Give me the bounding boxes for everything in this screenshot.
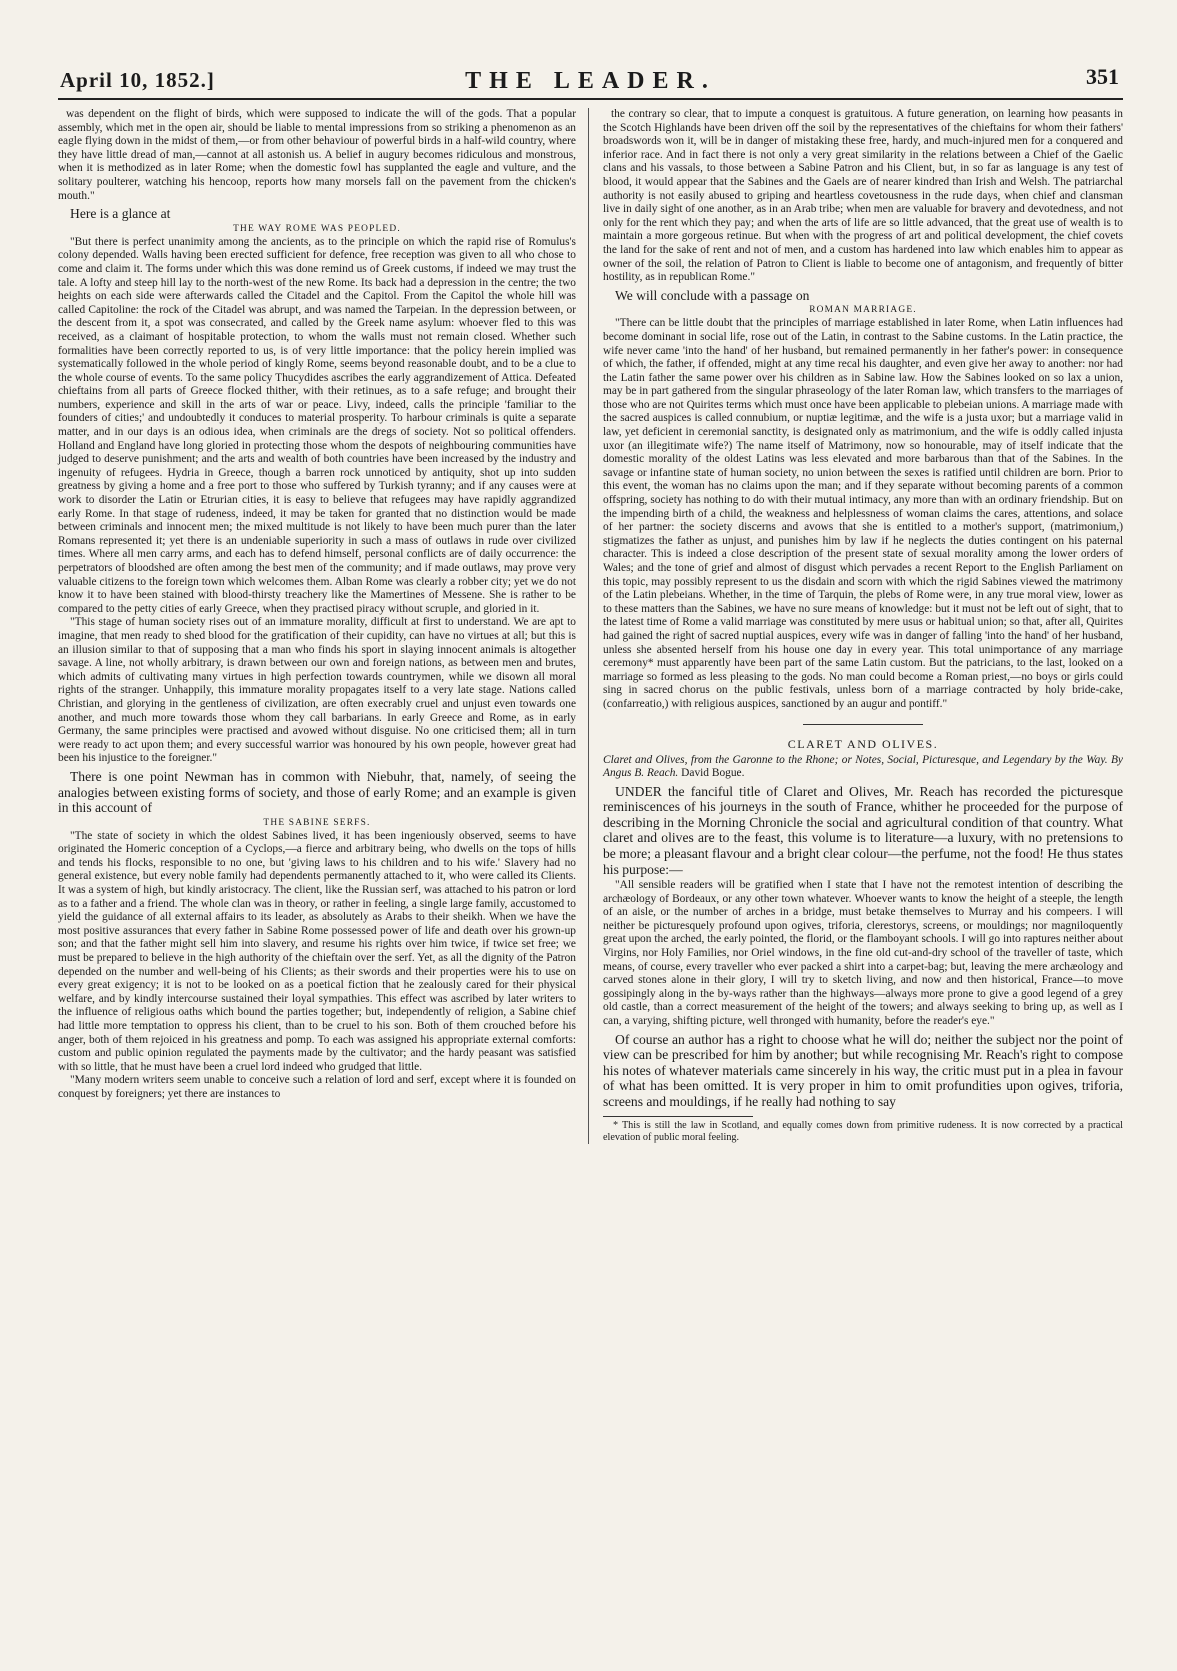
issue-date: April 10, 1852.]: [60, 68, 215, 92]
right-column: [588, 108, 1123, 1144]
publisher: David Bogue.: [681, 766, 745, 779]
paragraph: the contrary so clear, that to impute a conquest is gratuitous. A future generation, on learning how peasants in the Scotch Highlands have been driven off the soil by the representatives of the chieftains for whom their fathers' broadswords won it, will be in danger of mistaking these free, hardy, and much-injured men for a conquered and inferior race. And in fact there is not only a very great similarity in the relations between a Chief of the Gaelic clans and his vassals, to those between a Sabine Patron and his Client, but, in so far as language is any test of blood, it would appear that the Sabines and the Gaels are of nearer kindred than Irish and Welsh. The patriarchal authority is not easily abused to griping and heartless covetousness in the rude days, when chief and clansman live in daily sight of one another, as in an Arab tribe; when men are valuable for bravery and devotedness, and not only for the rent which they pay; and when the arts of life are so little advanced, that the great use of wealth is to maintain a more gorgeous retinue. But when with the progress of art and political development, the chief covets the land for the sake of rent and not of men, and a custom has hardened into law which enables him to appear as owner of the soil, the relation of Patron to Client is liable to become one of antagonism, and frequently of bitter hostility, as in republican Rome.": [603, 108, 1123, 284]
intro-text: We will conclude with a passage on: [615, 287, 810, 303]
section-heading: THE SABINE SERFS.: [263, 817, 371, 828]
divider: [803, 724, 923, 725]
masthead: [58, 64, 1123, 100]
intro-text: There is one point Newman has in common with Niebuhr, that, namely, of seeing the analogies between existing forms of society, and those of early Rome; and an example is given in this account of: [58, 768, 576, 816]
paragraph: was dependent on the flight of birds, which were supposed to indicate the will of the gods. That a popular assembly, which met in the open air, should be liable to mental impressions from so striking a phenomenon as an eagle flying down in the midst of them,—or from other behaviour of powerful birds in a half-wild country, where they have little dread of man,—cannot at all astonish us. A belief in augury becomes ridiculous and monstrous, when it is methodized as in later Rome; when the domestic fowl has supplanted the eagle and vulture, and the solitary poulterer, watching his hencoop, reports how many morsels fall on the pavement from the chicken's mouth.": [58, 108, 576, 202]
footnote-divider: [603, 1116, 753, 1117]
paragraph: "There can be little doubt that the principles of marriage established in later Rome, when Latin influences had become dominant in social life, rose out of the Latin, in contrast to the Sabine customs. In the Latin practice, the wife never came 'into the hand' of her husband, but remained permanently in her father's power: in consequence of which, the father, if offended, might at any time recal his daughter, and even give her away to another: nor had the Latin father the same power over his children as in Sabine law. How the Sabines looked on so lax a union, may be in part gathered from the singular phraseology of the later Roman law, which transfers to the marriages of those who are not Quirites terms which must once have been applicable to plebeian unions. A marriage made with the sacred auspices is called connubium, or nuptiæ legitimæ, and the wife is a justa uxor; but a marriage valid in law, yet deficient in ceremonial sanctity, is designated only as matrimonium, and the wife is oddly called injusta uxor (an illegitimate wife?) The name itself of Matrimony, now so honourable, may of itself indicate that the domestic morality of the oldest Latins was less elevated and more barbarous than that of the Sabines. In the savage or infantine state of human society, no union between the sexes is ratified until children are born. Prior to this event, the woman has no claims upon the man; and if they separate without becoming parents of a common offspring, society has nothing to do with their mutual intimacy, any more than with an ordinary friendship. But on the impending birth of a child, the weakness and helplessness of woman claims the cares, attentions, and solace of her partner: the society discerns and avows that she is entitled to a mother's support, (matrimonium,) stigmatizes the father as unjust, and punishes him by law if he neglects the duties contingent on his paternal character. This is indeed a close description of the present state of sexual morality among the lower orders of Wales; and the tone of grief and almost of disgust which pervades a recent Report to the English Parliament on this topic, may possibly represent to us the disdain and scorn with which the rigid Sabines viewed the matrimony of the Latin plebeians. Whether, in the time of Tarquin, the plebs of Rome were, in any true moral view, lower as to these matters than the Sabines, we have no sure means of knowledge: but it must not be left out of sight, that to the latest time of Rome a valid marriage was constituted by mere usus or habitual union; so that, after all, Quirites had gained the right of sacred nuptial auspices, every wife was in danger of falling 'into the hand' of her husband, unless she absented herself from his house one day in every year. This total unimportance of any marriage ceremony* must apparently have been part of the same Latin custom. But the patricians, to the last, looked on a marriage so formed as less pleasing to the gods. No man could become a Roman priest,—no boys or girls could sing in sacred chorus on the public festivals, unless born of a marriage contracted by holy bride-cake, (confarreatio,) with religious auspices, sanctioned by an augur and pontiff.": [603, 317, 1123, 710]
review-title: CLARET AND OLIVES.: [787, 736, 939, 751]
paper-title: THE LEADER.: [465, 68, 716, 94]
intro-text: Here is a glance at: [70, 206, 171, 222]
section-heading: THE WAY ROME WAS PEOPLED.: [233, 223, 401, 234]
review-quote: "All sensible readers will be gratified when I state that I have not the remotest intention of describing the archæology of Bordeaux, or any other town whatever. Whoever wants to know the height of a steeple, the length of an aisle, or the number of arches in a bridge, must betake themselves to Murray and his compeers. I will neither be picturesquely profound upon ogives, triforia, clerestorys, screens, or mouldings; nor magniloquently great upon the arched, the early pointed, the florid, or the flamboyant schools. I will go into raptures neither about Virgins, nor Holy Families, nor Oriel windows, in the fine old cut-and-dry school of the traveller of taste, which means, of course, every traveller who ever packed a shirt into a carpet-bag; but, leaving the mere archæology and carved stones alone in their glory, I will try to sketch living, and now and then historical, France—to move gossipingly along in the by-ways rather than the highways—always more prone to give a good legend of a grey old castle, than a correct measurement of the height of the towers; and always seeking to bring up, as well as I can, a varying, shifting picture, well thronged with humanity, before the reader's eye.": [603, 879, 1123, 1028]
paragraph: "Many modern writers seem unable to conceive such a relation of lord and serf, except where it is founded on conquest by foreigners; yet there are instances to: [58, 1074, 576, 1100]
book-citation: Claret and Olives, from the Garonne to the Rhone; or Notes, Social, Picturesque, and Legendary by the Way. By Angus B. Reach.: [603, 753, 1123, 779]
section-heading: ROMAN MARRIAGE.: [809, 305, 917, 316]
page-number: 351: [1086, 64, 1119, 89]
review-subtitle: [603, 754, 1123, 780]
paragraph: "The state of society in which the oldest Sabines lived, it has been ingeniously observed, seems to have originated the Homeric conception of a Cyclops,—a fierce and arbitrary being, who dwells on the tops of hills and tends his flocks, responsible to no one, but 'giving laws to his children and to his wife.' Slavery had no general existence, but every noble family had dependents permanently attached to it, who were called its Clients. It was a system of high, but kindly aristocracy. The client, like the Russian serf, was attached to his patron or lord as to a father and a friend. The whole clan was in theory, or rather in feeling, a single large family, accustomed to yield the guidance of all external affairs to its leader, as absolutely as Arabs to their sheikh. When we have the most positive assurances that every father in Sabine Rome possessed power of life and death over his grown-up son; and that the father might sell him into slavery, and resume his rights over him twice, if twice set free; we must be prepared to believe in the high authority of the chieftain over the serf. Yet, as all the dignity of the Patron depended on the number and well-being of his Clients; as their swords and their properties were his to use on every great exigency; it is not to be looked on as a poetical fiction that he zealously cared for their physical welfare, and by kindly intercourse sustained their loyal sympathies. This effect was ascribed by later writers to the influence of religious oaths which bound the parties together; but, independently of religion, a Sabine chief had little more temptation to oppress his client, than to be cruel to his son. Both of them crouched before his anger, both of them rejoiced in his greatness and pomp. To each was assigned his appropriate external comforts: custom and public opinion regulated the payments made by the cultivator; and the hardy peasant was satisfied with so little, that he must have been a cruel lord indeed who grudged that little.: [58, 829, 576, 1073]
footnote: * This is still the law in Scotland, and equally comes down from primitive rudeness. It is now corrected by a practical elevation of public moral feeling.: [603, 1119, 1123, 1143]
left-column: [58, 108, 588, 1144]
review-paragraph: UNDER the fanciful title of Claret and Olives, Mr. Reach has recorded the picturesque reminiscences of his journeys in the south of France, whither he proceeded for the purpose of describing in the Morning Chronicle the social and agricultural condition of that country. What claret and olives are to the feast, this volume is to literature—a luxury, with no pretensions to be more; a pleasant flavour and a bright clear colour—the perfume, not the food! He thus states his purpose:—: [603, 783, 1123, 877]
paragraph: "But there is perfect unanimity among the ancients, as to the principle on which the rapid rise of Romulus's colony depended. Walls having been erected sufficient for defence, free reception was given to all who chose to come and claim it. The forms under which this was done remind us of Greek customs, if indeed we may trust the tale. A lofty and steep hill lay to the north-west of the new Rome. Its back had a depression in the centre; the two heights on each side were afterwards called the Citadel and the Capitol. From the Capitol the whole hill was called Capitoline: the rock of the Citadel was abrupt, and was named the Tarpeian. In the depression between, or the descent from it, a spot was consecrated, and called by the Greek name asylum: whoever fled to this was received, as a claimant of hospitable protection, to whom the walls must not remain closed. Whether such formalities have been correctly reported to us, is of very little importance: that the policy herein implied was systematically followed in the whole period of kingly Rome, seems beyond reasonable doubt, and to be a clue to the whole course of events. To the same policy Thucydides ascribes the early aggrandizement of Attica. Defeated chieftains from all parts of Greece flocked thither, with their retinues, as to a safe refuge; and brought their numbers, experience and skill in the arts of war or peace. Livy, indeed, calls the principle 'familiar to the founders of cities;' and undoubtedly it conduces to material prosperity. To harbour criminals is quite a separate matter, and in our days is an odious idea, when criminals are the dregs of society. Not so political offenders. Holland and England have long gloried in protecting those whom the despots of neighbouring communities have judged to deserve punishment; and the arts and wealth of both countries have been increased by the industry and ingenuity of refugees. Hydria in Greece, though a barren rock unnoticed by antiquity, shot up into sudden greatness by giving a home and a free port to those who suffered by Turkish tyranny; and if any causes were at work to disorder the Latin or Etrurian cities, it is easy to believe that refugees may have rapidly aggrandized early Rome. In that stage of rudeness, indeed, it may be taken for granted that no distinction would be made between criminals and innocent men; the mixed multitude is not likely to have been much purer than the later Romans represented it; yet there is an undeniable superiority in such a mass of outlaws in rude over civilized times. Where all men carry arms, and each has to defend himself, personal conflicts are of daily occurrence: the perpetrators of bloodshed are often among the best men of the community; and if made outlaws, may prove very valuable citizens to the foreign town which welcomes them. Alban Rome was clearly a robber city; yet we do not know it to have been stained with blood-thirsty treachery like the Mamertines of Messene. She is rather to be compared to the petty cities of early Greece, when they practised piracy without scruple, and gloried in it.: [58, 235, 576, 615]
columns: [58, 108, 1123, 1144]
review-paragraph: Of course an author has a right to choose what he will do; neither the subject nor the point of view can be prescribed for him by another; but while recognising Mr. Reach's right to compose his notes of whatever materials came sincerely in his way, the critic must put in a plea in favour of what has been omitted. It is very proper in him to omit profundities upon ogives, triforia, screens and mouldings, if he really had nothing to say: [603, 1031, 1123, 1109]
paragraph: "This stage of human society rises out of an immature morality, difficult at first to understand. We are apt to imagine, that men ready to shed blood for the gratification of their cupidity, can have no virtues at all; but this is an illusion similar to that of supposing that a man who finds his sport in slaying innocent animals is altogether savage. A line, not wholly arbitrary, is drawn between our own and foreign nations, as between men and brutes, which admits of cultivating many virtues in high perfection towards countrymen, while we disown all moral rights of the stranger. Unhappily, this immature morality propagates itself to a very late stage. Nations called Christian, and glorying in the gentleness of civilization, are often execrably cruel and unjust even towards one another, and much more towards those whom they call barbarians. In early Greece and Rome, as in early Germany, the same principles were practised and avowed without disguise. No one criticised them; all in turn were ready to act upon them; and every successful warrior was honoured by his own people, however great had been his injustice to the foreigner.": [58, 616, 576, 765]
